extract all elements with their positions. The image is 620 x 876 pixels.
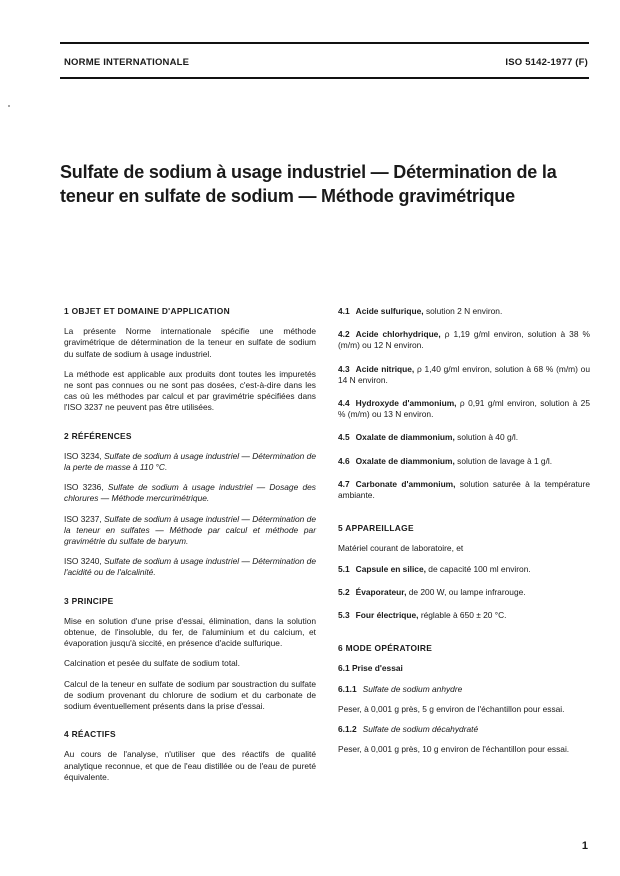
header-standard-number: ISO 5142-1977 (F) — [505, 57, 588, 68]
left-column — [64, 306, 316, 800]
paragraph: Matériel courant de laboratoire, et — [338, 543, 464, 554]
section-reagents — [64, 729, 316, 783]
reagent-item: 4.5 Oxalate de diammonium, solution à 40 g/l. — [338, 432, 519, 443]
reagent-item: 4.7 Carbonate d'ammonium, solution saturée à la température ambiante. — [338, 478, 590, 501]
section-heading: 6 MODE OPÉRATOIRE — [338, 643, 433, 654]
apparatus-item: 5.3 Four électrique, réglable à 650 ± 20 °C. — [338, 610, 507, 621]
paragraph: Peser, à 0,001 g près, 5 g environ de l'échantillon pour essai. — [338, 703, 565, 714]
reagent-item: 4.6 Oxalate de diammonium, solution de lavage à 1 g/l. — [338, 455, 553, 466]
right-column — [338, 306, 590, 772]
top-rule — [60, 42, 589, 44]
section-apparatus — [338, 523, 590, 621]
reference-item: ISO 3240, Sulfate de sodium à usage industriel — Détermination de l'acidité ou de l'alcalinité. — [64, 556, 316, 578]
page-number: 1 — [581, 840, 588, 852]
paragraph: Mise en solution d'une prise d'essai, élimination, dans la solution obtenue, de l'insoluble, du fer, de l'aluminium et du calcium, et évaporation jusqu'à siccité, en présence d'acide sulfurique. — [64, 615, 316, 649]
paragraph: Peser, à 0,001 g près, 10 g environ de l'échantillon pour essai. — [338, 744, 570, 755]
subsection-heading: 6.1 Prise d'essai — [338, 663, 403, 674]
apparatus-item: 5.1 Capsule en silice, de capacité 100 ml environ. — [338, 563, 531, 574]
section-heading: 1 OBJET ET DOMAINE D'APPLICATION — [64, 306, 230, 316]
reagent-item: 4.2 Acide chlorhydrique, ρ 1,19 g/ml environ, solution à 38 % (m/m) ou 12 N environ. — [338, 329, 590, 351]
reagent-item: 4.4 Hydroxyde d'ammonium, ρ 0,91 g/ml environ, solution à 25 % (m/m) ou 13 N environ. — [338, 398, 591, 420]
scan-speck — [8, 105, 10, 107]
paragraph: Calcination et pesée du sulfate de sodium total. — [64, 658, 240, 669]
paragraph: Calcul de la teneur en sulfate de sodium par soustraction du sulfate de sodium provenant du chlorure de sodium et du carbonate de sodium éventuellement présents dans la prise d'essai. — [64, 678, 316, 712]
reagent-item: 4.3 Acide nitrique, ρ 1,40 g/ml environ, solution à 68 % (m/m) ou 14 N environ. — [338, 363, 591, 385]
paragraph: La présente Norme internationale spécifie une méthode gravimétrique de détermination de la teneur en sulfate de sodium du sulfate de sodium à usage industriel. — [64, 326, 316, 359]
section-references — [64, 431, 316, 579]
document-title: Sulfate de sodium à usage industriel — Détermination de la teneur en sulfate de sodium — Méthode gravimétrique — [60, 162, 557, 206]
paragraph: La méthode est applicable aux produits dont toutes les impuretés ne sont pas connues ou ne sont pas dosées, c'est-à-dire dans les cas où les méthodes par calcul et par gravimétrie spécifiées dans l'ISO 3237 ne peuvent pas être utilisées. — [64, 368, 316, 413]
apparatus-item: 5.2 Évaporateur, de 200 W, ou lampe infrarouge. — [338, 586, 526, 597]
section-heading: 4 RÉACTIFS — [64, 729, 116, 740]
section-scope — [64, 306, 316, 414]
reference-item: ISO 3236, Sulfate de sodium à usage industriel — Dosage des chlorures — Méthode mercurimétrique. — [64, 482, 316, 504]
section-heading: 2 RÉFÉRENCES — [64, 430, 132, 441]
header-rule — [60, 77, 589, 79]
section-heading: 5 APPAREILLAGE — [338, 523, 414, 534]
subsubsection-heading: 6.1.1 Sulfate de sodium anhydre — [338, 683, 463, 694]
header-standard-type: NORME INTERNATIONALE — [64, 57, 190, 68]
reference-item: ISO 3234, Sulfate de sodium à usage industriel — Détermination de la perte de masse à 110 °C. — [64, 450, 316, 473]
section-procedure — [338, 643, 590, 755]
section-principle — [64, 596, 316, 713]
section-heading: 3 PRINCIPE — [64, 595, 114, 606]
reagent-item: 4.1 Acide sulfurique, solution 2 N environ. — [338, 306, 503, 316]
reference-item: ISO 3237, Sulfate de sodium à usage industriel — Détermination de la teneur en sulfates — Méthode par calcul et méthode par gravimétrie du sulfate de baryum. — [64, 513, 316, 547]
paragraph: Au cours de l'analyse, n'utiliser que des réactifs de qualité analytique reconnue, et que de l'eau distillée ou de l'eau de pureté équivalente. — [64, 749, 316, 782]
subsubsection-heading: 6.1.2 Sulfate de sodium décahydraté — [338, 724, 479, 735]
